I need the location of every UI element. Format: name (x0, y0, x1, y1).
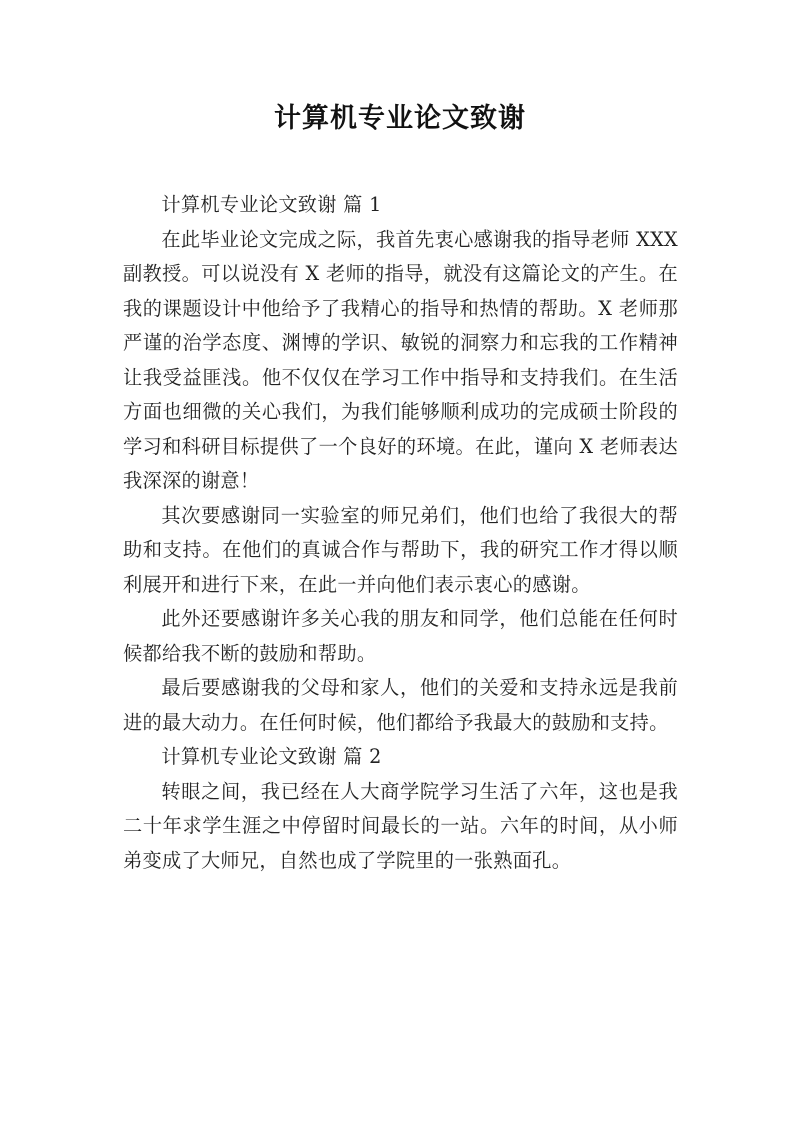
section-2-paragraph-1: 转眼之间，我已经在人大商学院学习生活了六年，这也是我二十年求学生涯之中停留时间最长的一站。六年的时间，从小师弟变成了大师兄，自然也成了学院里的一张熟面孔。 (123, 779, 678, 872)
section-1-paragraph-1: 在此毕业论文完成之际，我首先衷心感谢我的指导老师 XXX 副教授。可以说没有 X 老师的指导，就没有这篇论文的产生。在我的课题设计中他给予了我精心的指导和热情的帮助。X 老师那严谨的治学态度、渊博的学识、敏锐的洞察力和忘我的工作精神让我受益匪浅。他不仅仅在学习工作中指导和支持我们。在生活方面也细微的关心我们，为我们能够顺利成功的完成硕士阶段的学习和科研目标提供了一个良好的环境。在此，谨向 X 老师表达我深深的谢意！ (123, 227, 678, 492)
section-2-heading: 计算机专业论文致谢 篇 2 (161, 745, 382, 768)
section-1-paragraph-4: 最后要感谢我的父母和家人，他们的关爱和支持永远是我前进的最大动力。在任何时候，他们都给予我最大的鼓励和支持。 (123, 676, 678, 734)
section-1-paragraph-2: 其次要感谢同一实验室的师兄弟们，他们也给了我很大的帮助和支持。在他们的真诚合作与帮助下，我的研究工作才得以顺利展开和进行下来，在此一并向他们表示衷心的感谢。 (123, 503, 678, 596)
section-1-heading: 计算机专业论文致谢 篇 1 (161, 193, 382, 216)
section-1-paragraph-3: 此外还要感谢许多关心我的朋友和同学，他们总能在任何时候都给我不断的鼓励和帮助。 (123, 607, 678, 665)
document-body (123, 188, 678, 878)
document-title: 计算机专业论文致谢 (274, 103, 526, 134)
